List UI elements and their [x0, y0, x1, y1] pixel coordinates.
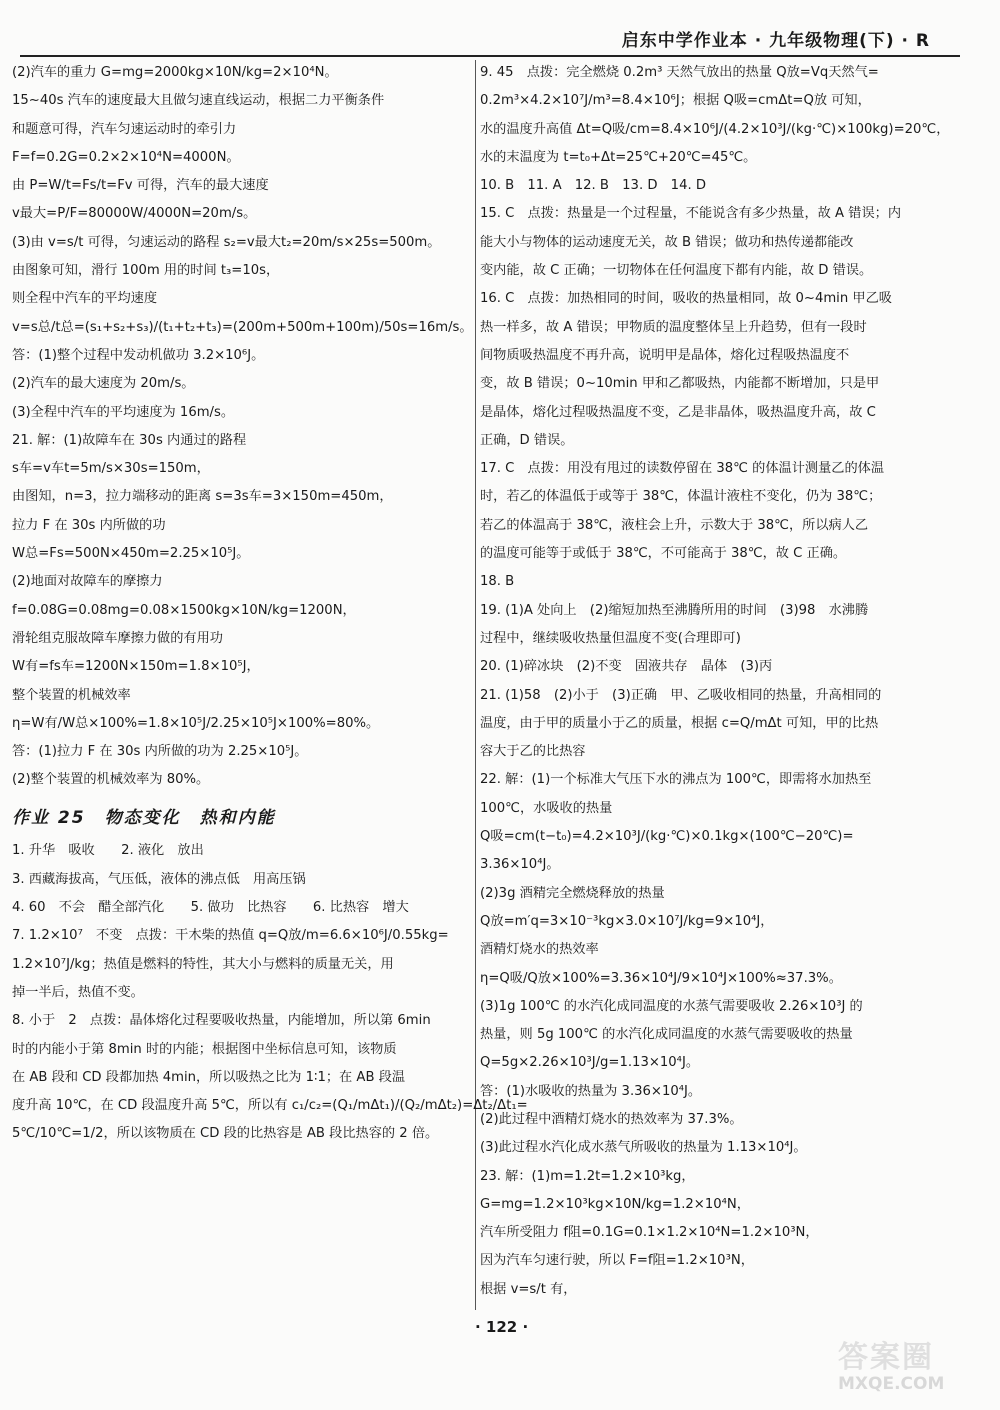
answer-line: 20. (1)碎冰块 (2)不变 固液共存 晶体 (3)丙 [480, 659, 773, 675]
page-number: · 122 · [475, 1318, 529, 1336]
answer-line: 热一样多，故 A 错误；甲物质的温度整体呈上升趋势，但有一段时 [480, 319, 867, 335]
answer-line: (3)由 v=s/t 可得，匀速运动的路程 s₂=v最大t₂=20m/s×25s=500m。 [12, 234, 441, 250]
right-column [480, 64, 975, 1309]
answer-line: 是晶体，熔化过程吸热温度不变，乙是非晶体，吸热温度升高，故 C [480, 404, 876, 420]
answer-line: 掉一半后，热值不变。 [12, 984, 144, 1000]
answer-line: f=0.08G=0.08mg=0.08×1500kg×10N/kg=1200N， [12, 602, 356, 618]
watermark-logo [838, 1332, 988, 1402]
answer-line: 9. 45 点拨：完全燃烧 0.2m³ 天然气放出的热量 Q放=Vq天然气= [480, 65, 879, 80]
answer-line: 时的内能小于第 8min 时的内能；根据图中坐标信息可知，该物质 [12, 1041, 397, 1057]
answer-line: 度升高 10℃，在 CD 段温度升高 5℃，所以有 c₁/c₂=(Q₁/mΔt₁)/(Q₂/mΔt₂)=Δt₂/Δt₁= [12, 1098, 528, 1114]
answer-line: 由图象可知，滑行 100m 用的时间 t₃=10s， [12, 263, 280, 279]
answer-line: (3)此过程水汽化成水蒸气所吸收的热量为 1.13×10⁴J。 [480, 1140, 807, 1156]
answer-line: 21. (1)58 (2)小于 (3)正确 甲、乙吸收相同的热量，升高相同的 [480, 687, 882, 703]
answer-line: 18. B [480, 574, 515, 590]
answer-line: 变内能，故 C 正确；一切物体在任何温度下都有内能，故 D 错误。 [480, 263, 873, 279]
answer-line: 3.36×10⁴J。 [480, 857, 560, 873]
answer-line: 变，故 B 错误；0~10min 甲和乙都吸热，内能都不断增加，只是甲 [480, 376, 880, 392]
answer-line: v=s总/t总=(s₁+s₂+s₃)/(t₁+t₂+t₃)=(200m+500m+100m)/50s=16m/s。 [12, 319, 473, 335]
answer-line: 间物质吸热温度不再升高，说明甲是晶体，熔化过程吸热温度不 [480, 347, 850, 363]
answer-line: 时，若乙的体温低于或等于 38℃，体温计液柱不变化，仍为 38℃； [480, 489, 882, 505]
answer-line: 过程中，继续吸收热量但温度不变(合理即可) [480, 630, 741, 646]
answer-line: 答：(1)整个过程中发动机做功 3.2×10⁶J。 [12, 347, 265, 363]
answer-line: W有=fs车=1200N×150m=1.8×10⁵J， [12, 659, 260, 675]
answer-line: η=W有/W总×100%=1.8×10⁵J/2.25×10⁵J×100%=80%。 [12, 715, 380, 731]
answer-line: 3. 西藏海拔高，气压低，液体的沸点低 用高压锅 [12, 871, 306, 887]
answer-line: (3)全程中汽车的平均速度为 16m/s。 [12, 404, 235, 420]
answer-line: 1. 升华 吸收 2. 液化 放出 [12, 843, 204, 859]
watermark-mark: 答案圈 [838, 1340, 934, 1375]
answer-line: 热量，则 5g 100℃ 的水汽化成同温度的水蒸气需要吸收的热量 [480, 1027, 853, 1043]
answer-line: G=mg=1.2×10³kg×10N/kg=1.2×10⁴N， [480, 1196, 750, 1212]
answer-line: 滑轮组克服故障车摩擦力做的有用功 [12, 630, 223, 646]
answer-line: 由图知，n=3，拉力端移动的距离 s=3s车=3×150m=450m， [12, 489, 393, 505]
header-title: 启东中学作业本 · 九年级物理(下) · R [621, 31, 930, 51]
answer-line: Q=5g×2.26×10³J/g=1.13×10⁴J。 [480, 1055, 700, 1071]
answer-line: 5℃/10℃=1/2，所以该物质在 CD 段的比热容是 AB 段比热容的 2 倍。 [12, 1126, 439, 1142]
answer-line: 10. B 11. A 12. B 13. D 14. D [480, 178, 706, 194]
answer-line: 容大于乙的比热容 [480, 744, 586, 760]
answer-line: 100℃，水吸收的热量 [480, 800, 613, 816]
answer-line: 和题意可得，汽车匀速运动时的牵引力 [12, 121, 237, 137]
answer-line: 21. 解：(1)故障车在 30s 内通过的路程 [12, 432, 247, 448]
answer-line: 因为汽车匀速行驶，所以 F=f阻=1.2×10³N， [480, 1253, 754, 1269]
answer-line: 16. C 点拨：加热相同的时间，吸收的热量相同，故 0~4min 甲乙吸 [480, 291, 892, 307]
answer-line: 1.2×10⁷J/kg；热值是燃料的特性，其大小与燃料的质量无关，用 [12, 956, 394, 972]
answer-line: 19. (1)A 处向上 (2)缩短加热至沸腾所用的时间 (3)98 水沸腾 [480, 602, 869, 618]
header-rule [20, 55, 960, 57]
answer-line: (2)地面对故障车的摩擦力 [12, 574, 163, 590]
answer-line: 水的末温度为 t=t₀+Δt=25℃+20℃=45℃。 [480, 149, 757, 165]
answer-line: 整个装置的机械效率 [12, 687, 131, 703]
answer-line: 若乙的体温高于 38℃，液柱会上升，示数大于 38℃，所以病人乙 [480, 517, 869, 533]
answer-line: s车=v车t=5m/s×30s=150m， [12, 461, 210, 477]
answer-line: 由 P=W/t=Fs/t=Fv 可得，汽车的最大速度 [12, 178, 269, 194]
answer-line: 能大小与物体的运动速度无关，故 B 错误；做功和热传递都能改 [480, 234, 854, 250]
answer-line: (2)此过程中酒精灯烧水的热效率为 37.3%。 [480, 1111, 743, 1127]
answer-line: η=Q吸/Q放×100%=3.36×10⁴J/9×10⁴J×100%≈37.3%。 [480, 970, 842, 986]
answer-line: 汽车所受阻力 f阻=0.1G=0.1×1.2×10⁴N=1.2×10³N， [480, 1225, 819, 1241]
answer-line: F=f=0.2G=0.2×2×10⁴N=4000N。 [12, 149, 240, 165]
answer-line: 根据 v=s/t 有， [480, 1281, 577, 1297]
answer-line: 22. 解：(1)一个标准大气压下水的沸点为 100℃，即需将水加热至 [480, 772, 872, 788]
answer-line: 23. 解：(1)m=1.2t=1.2×10³kg， [480, 1168, 695, 1184]
answer-line: 7. 1.2×10⁷ 不变 点拨：干木柴的热值 q=Q放/m=6.6×10⁶J/0.55kg= [12, 928, 449, 944]
section-heading: 作业 25 物态变化 热和内能 [12, 808, 276, 829]
answer-line: 温度，由于甲的质量小于乙的质量，根据 c=Q/mΔt 可知，甲的比热 [480, 715, 879, 731]
answer-line: 酒精灯烧水的热效率 [480, 942, 599, 958]
answer-line: 的温度可能等于或低于 38℃，不可能高于 38℃，故 C 正确。 [480, 546, 847, 562]
column-divider [475, 60, 476, 1310]
answer-line: 0.2m³×4.2×10⁷J/m³=8.4×10⁶J；根据 Q吸=cmΔt=Q放 可知， [480, 93, 871, 109]
answer-line: 4. 60 不会 醋全部汽化 5. 做功 比热容 6. 比热容 增大 [12, 900, 409, 916]
answer-line: (2)整个装置的机械效率为 80%。 [12, 772, 210, 788]
answer-line: 15~40s 汽车的速度最大且做匀速直线运动，根据二力平衡条件 [12, 93, 385, 109]
answer-line: (2)汽车的重力 G=mg=2000kg×10N/kg=2×10⁴N。 [12, 65, 338, 80]
answer-line: 8. 小于 2 点拨：晶体熔化过程要吸收热量，内能增加，所以第 6min [12, 1013, 431, 1029]
answer-line: 17. C 点拨：用没有甩过的读数停留在 38℃ 的体温计测量乙的体温 [480, 461, 885, 477]
answer-line: 答：(1)拉力 F 在 30s 内所做的功为 2.25×10⁵J。 [12, 744, 308, 760]
answer-line: 正确，D 错误。 [480, 432, 574, 448]
answer-line: (3)1g 100℃ 的水汽化成同温度的水蒸气需要吸收 2.26×10³J 的 [480, 998, 863, 1014]
answer-line: 水的温度升高值 Δt=Q吸/cm=8.4×10⁶J/(4.2×10³J/(kg·℃)×100kg)=20℃， [480, 121, 950, 137]
page-header [0, 0, 1000, 52]
answer-line: 则全程中汽车的平均速度 [12, 291, 158, 307]
answer-line: v最大=P/F=80000W/4000N=20m/s。 [12, 206, 257, 222]
answer-line: W总=Fs=500N×450m=2.25×10⁵J。 [12, 546, 250, 562]
answer-line: Q吸=cm(t−t₀)=4.2×10³J/(kg·℃)×0.1kg×(100℃−20℃)= [480, 829, 854, 845]
answer-line: 15. C 点拨：热量是一个过程量，不能说含有多少热量，故 A 错误；内 [480, 206, 902, 222]
answer-line: (2)3g 酒精完全燃烧释放的热量 [480, 885, 665, 901]
answer-line: 拉力 F 在 30s 内所做的功 [12, 517, 166, 533]
answer-line: Q放=m′q=3×10⁻³kg×3.0×10⁷J/kg=9×10⁴J， [480, 913, 774, 929]
answer-line: (2)汽车的最大速度为 20m/s。 [12, 376, 195, 392]
answer-line: 在 AB 段和 CD 段都加热 4min，所以吸热之比为 1∶1；在 AB 段温 [12, 1069, 406, 1085]
watermark-url: MXQE.COM [838, 1374, 945, 1394]
answer-line: 答：(1)水吸收的热量为 3.36×10⁴J。 [480, 1083, 702, 1099]
